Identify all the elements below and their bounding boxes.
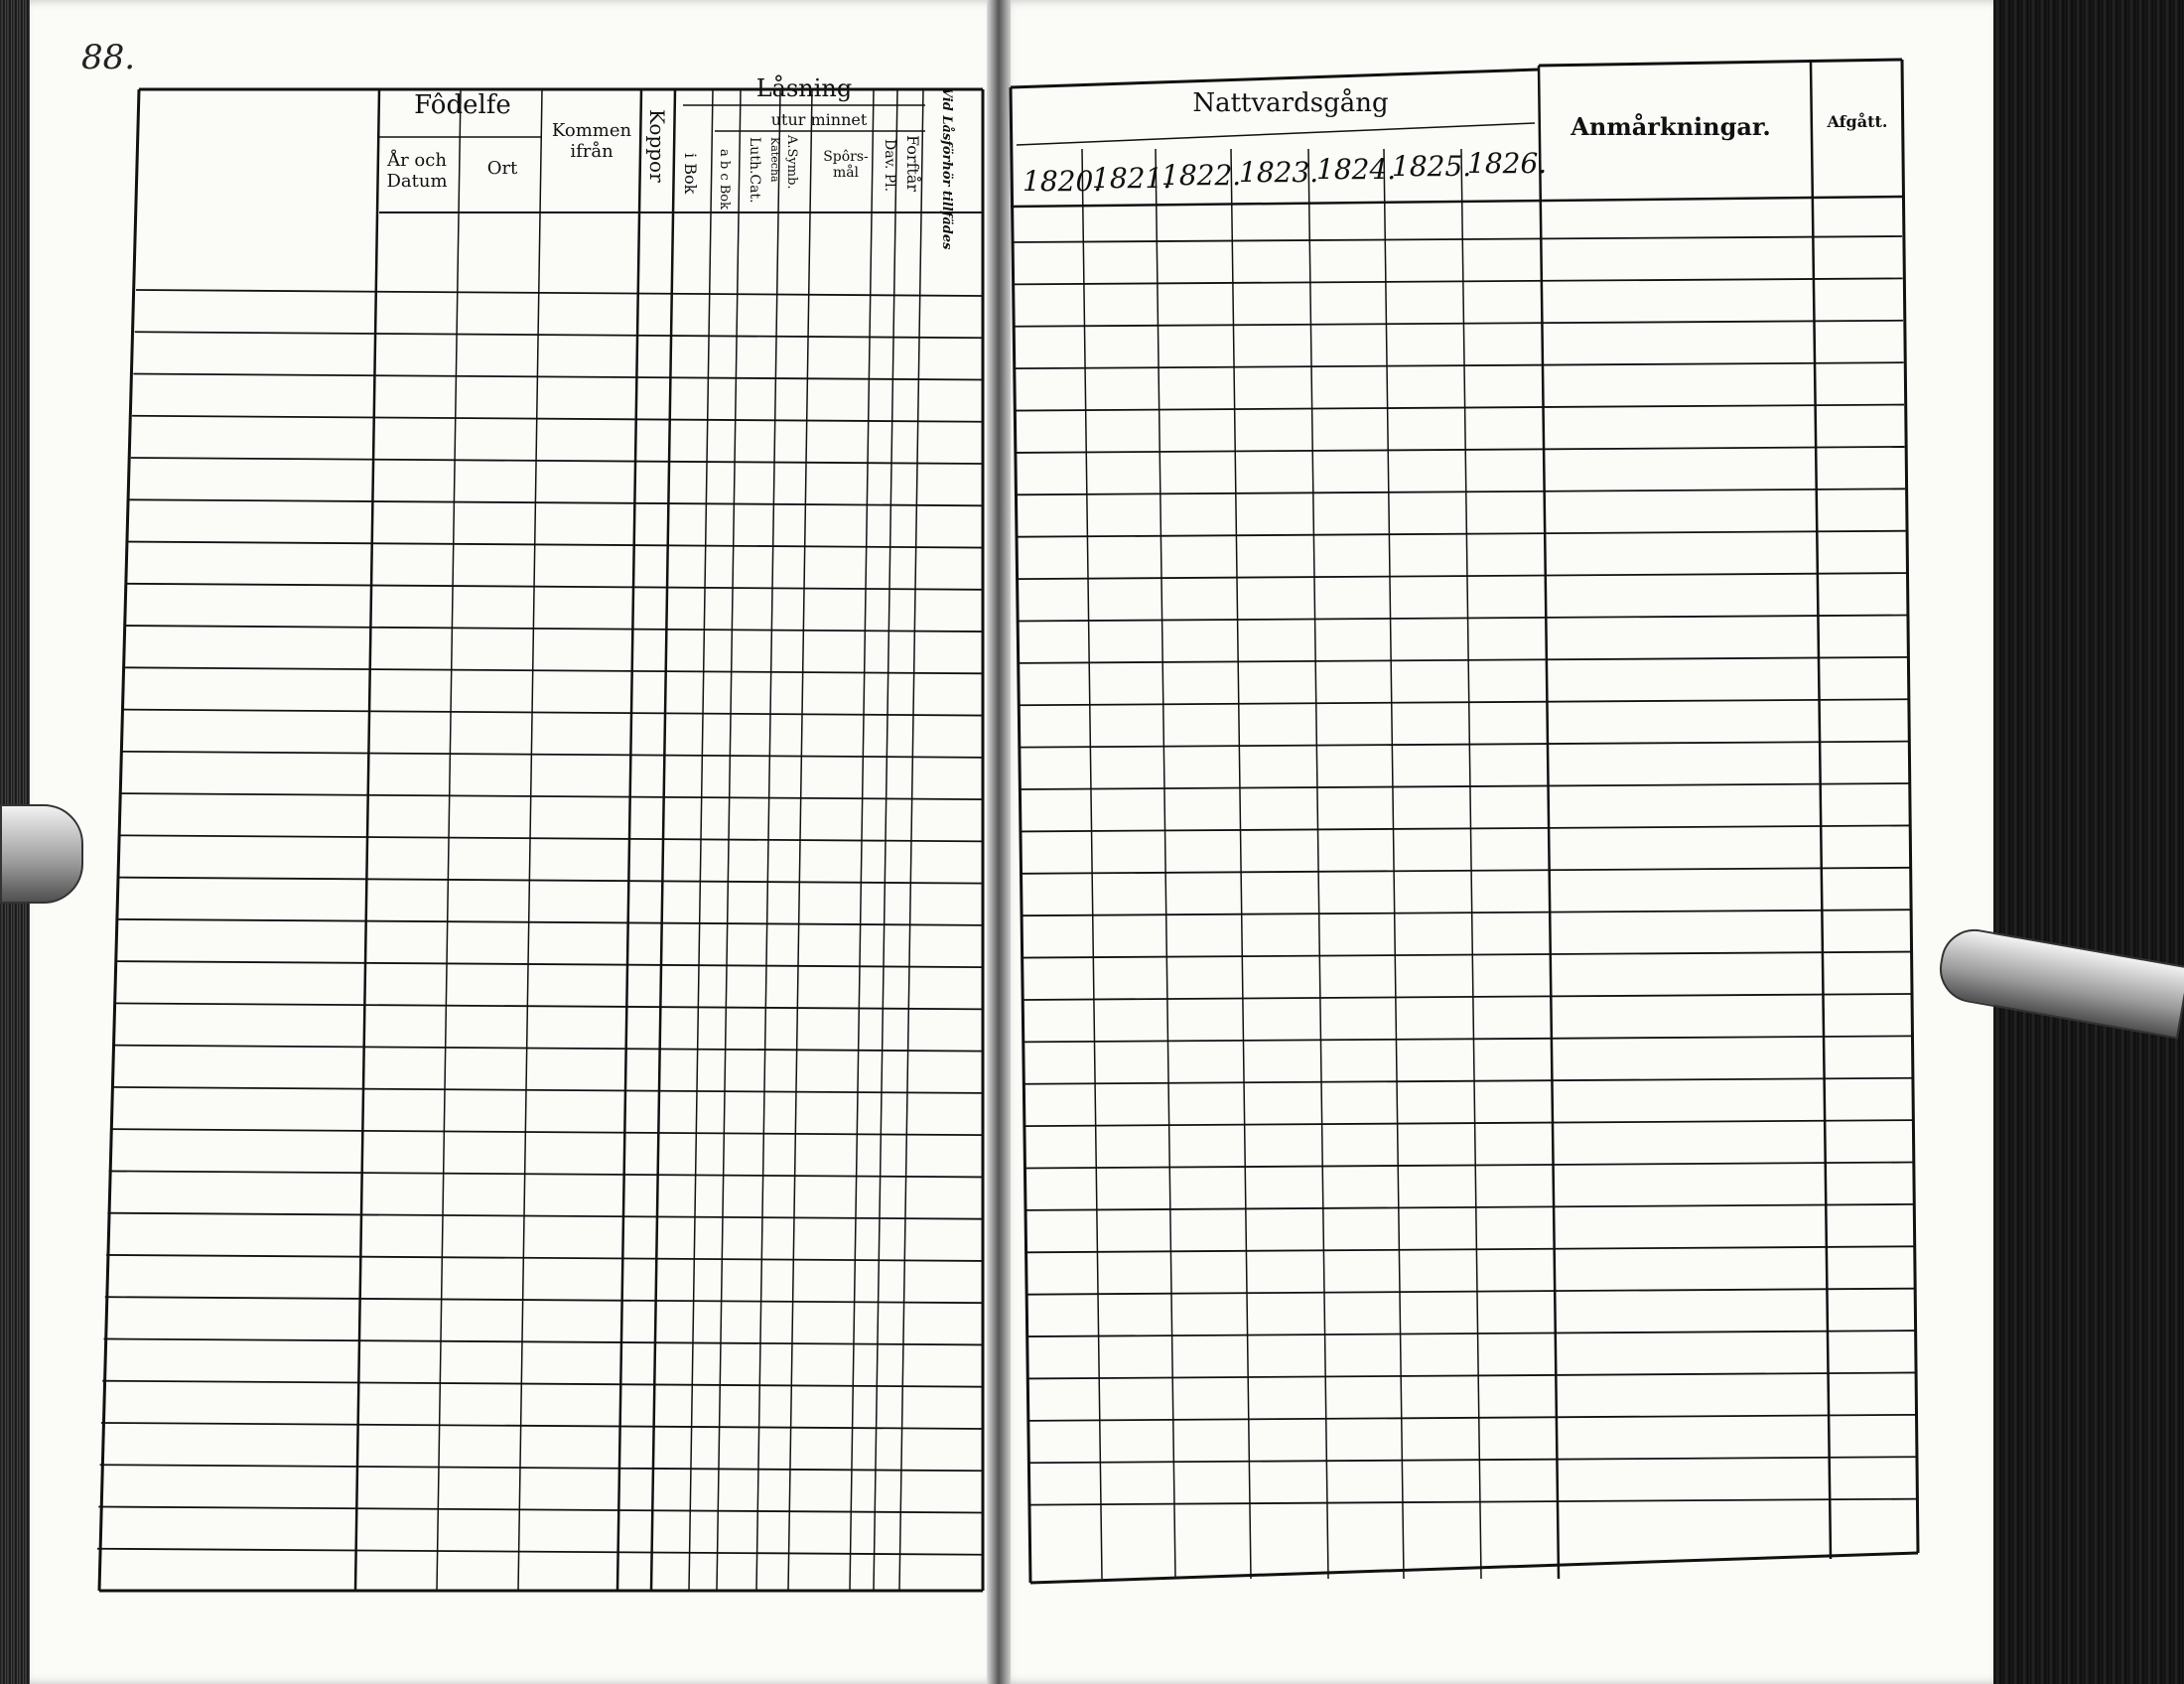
header-dav-pl: Dav. Pl. [882,139,897,193]
header-katecha: Katecha [768,137,781,183]
right-row-rule [1026,1204,1914,1210]
header-kommen-ifran: Kommen ifrån [551,120,632,162]
right-row-rule [1020,742,1908,748]
header-anmarkningar: Anmårkningar. [1570,112,1771,141]
right-row-rule [1024,994,1911,1000]
right-row-rule [1016,447,1905,453]
right-row-rule [1018,573,1906,579]
right-row-rule [1013,236,1902,242]
right-row-rule [1025,1163,1913,1169]
right-column-rule [1461,149,1481,1579]
header-a-b-c-bok: a b c Bok [717,149,732,210]
year-header-4: 1823. [1239,156,1319,189]
right-row-rule [1027,1289,1915,1295]
right-row-rule [1023,952,1910,958]
right-top-border-2 [1539,60,1902,66]
right-inner-border [1902,60,1918,1553]
right-row-rule [1014,321,1903,327]
header-sporsmal: Spôrs-mål [823,149,869,182]
right-top-border [1011,70,1539,87]
right-row-rule [1025,1120,1913,1126]
year-header-3: 1822. [1161,159,1242,192]
right-column-rule [1156,149,1175,1579]
right-row-rule [1029,1415,1916,1421]
right-row-rule [1024,1078,1912,1084]
right-row-rule [1020,699,1908,705]
header-ort: Ort [486,158,518,179]
header-nattvardsgang: Nattvardsgång [1192,88,1389,118]
year-header-2: 1821. [1092,162,1172,195]
year-header-5: 1824. [1316,153,1397,186]
header-luth-cat: Luth.Cat. [747,137,762,204]
right-column-rule [1384,149,1404,1579]
header-lasning: Låsning [755,74,853,102]
right-column-rule [1308,149,1328,1579]
afgatt-column-rule [1811,62,1831,1559]
right-row-rule [1015,405,1904,411]
right-row-rule [1026,1246,1914,1252]
year-header-1: 1820. [1023,165,1103,198]
right-row-rule [1017,489,1905,494]
right-row-rule [1028,1331,1915,1336]
right-column-rule [1231,149,1251,1579]
right-bottom-border [1030,1553,1918,1583]
right-row-rule [1018,615,1906,621]
right-row-rule [1022,868,1910,874]
right-column-rule [1082,149,1102,1579]
right-row-rule [1024,1036,1911,1042]
right-row-rule [1019,657,1907,663]
right-row-rule [1015,362,1904,368]
header-fodelse: Fôdelfe [414,90,511,120]
header-i-bok: i Bok [681,153,700,195]
right-row-rule [1014,278,1903,284]
year-header-7: 1826. [1467,147,1548,180]
right-row-rule [1021,783,1909,789]
nattvards-subrule [1017,123,1535,145]
right-column-rule [1539,66,1559,1579]
right-row-rule [1028,1372,1915,1378]
header-ar-och-datum: År och Datum [386,150,448,192]
right-outer-border [1011,87,1030,1583]
header-forstar: Forftår [903,135,922,193]
header-vid-lasforhor: Vid Låsförhör tillfädes [939,87,954,250]
right-header-rule [1011,197,1902,207]
header-utur-minnet: utur minnet [770,110,868,129]
header-koppor: Koppor [645,109,669,183]
right-row-rule [1030,1499,1917,1505]
right-row-rule [1017,531,1905,537]
header-a-symb: A.Symb. [784,135,799,190]
right-row-rule [1029,1457,1916,1463]
year-header-6: 1825. [1392,150,1472,183]
header-afgatt: Afgått. [1827,112,1888,131]
page-number: 88. [81,38,136,77]
right-row-rule [1021,825,1909,831]
right-row-rule [1023,910,1910,915]
